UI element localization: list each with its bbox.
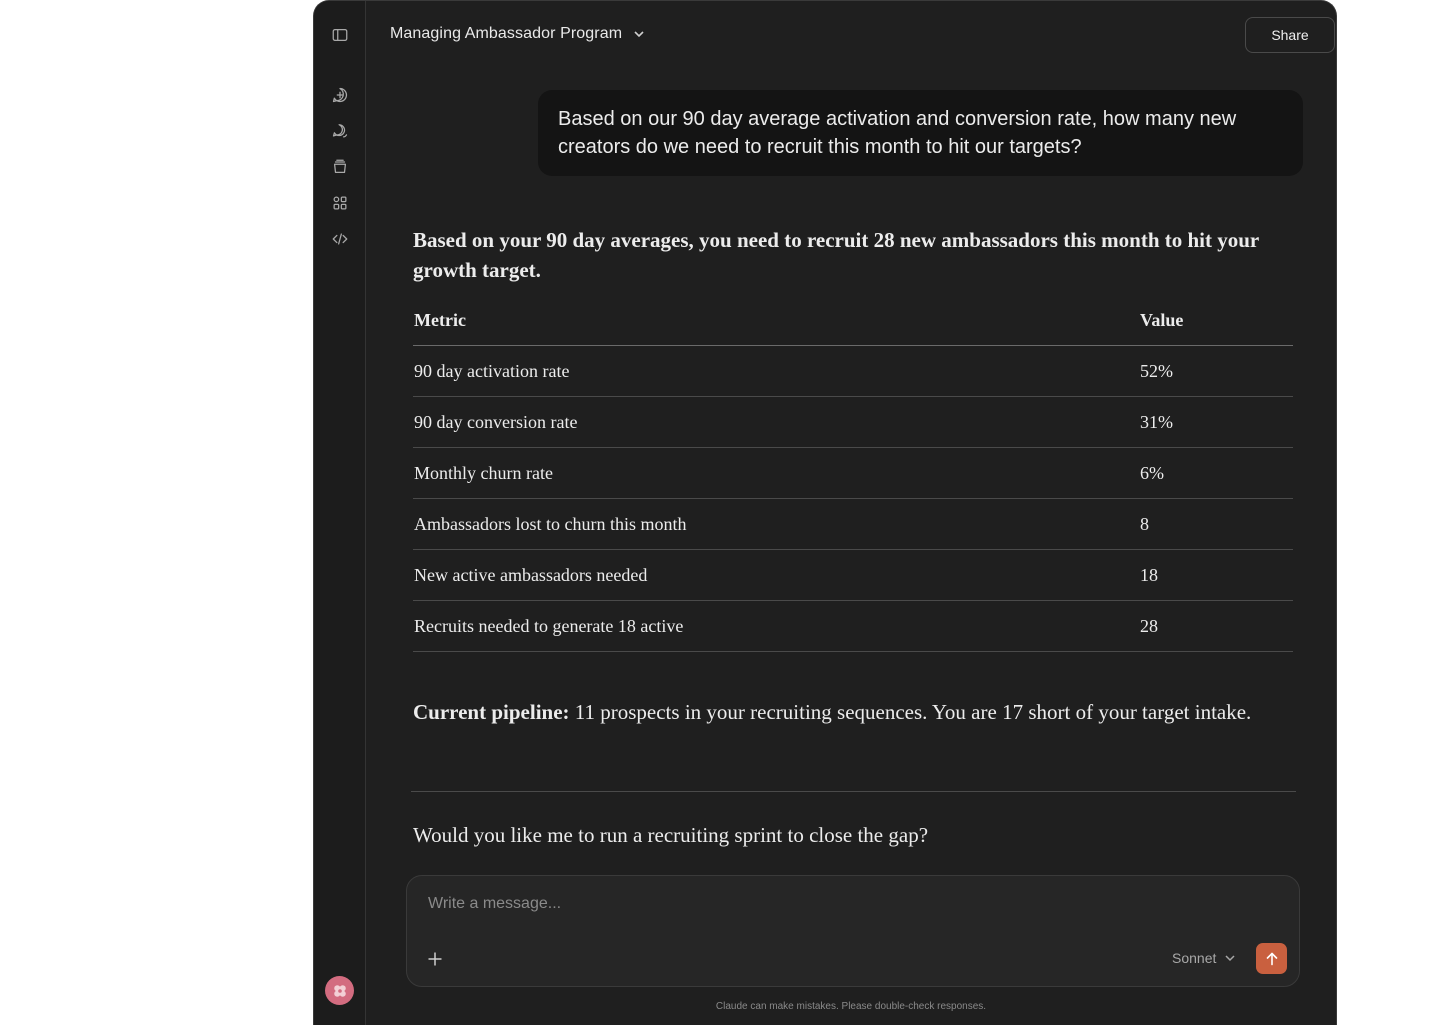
table-row — [413, 499, 1293, 550]
send-button[interactable] — [1256, 943, 1287, 974]
code-icon[interactable] — [330, 229, 350, 249]
metric-cell: Monthly churn rate — [413, 448, 1139, 499]
disclaimer-text: Claude can make mistakes. Please double-check responses. — [715, 1001, 987, 1012]
metric-cell: 90 day activation rate — [413, 346, 1139, 397]
table-row — [413, 397, 1293, 448]
metric-cell: New active ambassadors needed — [413, 550, 1139, 601]
table-header-row — [413, 310, 1293, 346]
value-cell: 28 — [1139, 601, 1293, 652]
plus-icon — [425, 949, 445, 969]
message-input[interactable] — [426, 892, 1030, 916]
column-header-metric: Metric — [413, 310, 1139, 346]
app-window — [313, 0, 1337, 1025]
projects-icon[interactable] — [330, 157, 350, 177]
metric-cell: Recruits needed to generate 18 active — [413, 601, 1139, 652]
pipeline-text: 11 prospects in your recruiting sequences. You are 17 short of your target intake. — [569, 700, 1252, 724]
conversation-title-dropdown[interactable] — [390, 25, 646, 43]
assistant-headline: Based on your 90 day averages, you need to recruit 28 new ambassadors this month to hit your growth target. — [413, 228, 1259, 282]
model-name: Sonnet — [1172, 950, 1217, 966]
value-cell: 8 — [1139, 499, 1293, 550]
add-attachment-button[interactable] — [425, 949, 445, 969]
message-composer — [406, 875, 1300, 987]
metric-cell: Ambassadors lost to churn this month — [413, 499, 1139, 550]
sidebar-toggle-icon[interactable] — [330, 25, 350, 45]
model-selector[interactable] — [1172, 950, 1236, 966]
arrow-up-icon — [1264, 951, 1280, 967]
artifacts-icon[interactable] — [330, 193, 350, 213]
assistant-message — [413, 225, 1293, 727]
divider — [411, 791, 1296, 792]
avatar[interactable] — [325, 976, 354, 1005]
metric-cell: 90 day conversion rate — [413, 397, 1139, 448]
pipeline-label: Current pipeline: — [413, 700, 570, 724]
metrics-table — [413, 310, 1293, 652]
column-header-value: Value — [1139, 310, 1293, 346]
chats-icon[interactable] — [330, 121, 350, 141]
top-bar — [366, 1, 1336, 69]
user-message: Based on our 90 day average activation and conversion rate, how many new creators do we need to recruit this month to hit our targets? — [538, 90, 1303, 176]
share-button[interactable]: Share — [1245, 17, 1335, 53]
avatar-flower-icon — [331, 982, 349, 1000]
table-row — [413, 346, 1293, 397]
pipeline-summary — [413, 697, 1293, 727]
conversation-title: Managing Ambassador Program — [390, 25, 623, 42]
table-row — [413, 601, 1293, 652]
follow-up-question: Would you like me to run a recruiting sprint to close the gap? — [413, 823, 929, 847]
value-cell: 52% — [1139, 346, 1293, 397]
new-chat-icon[interactable] — [330, 85, 350, 105]
table-row — [413, 550, 1293, 601]
table-row — [413, 448, 1293, 499]
sidebar — [314, 1, 366, 1025]
value-cell: 18 — [1139, 550, 1293, 601]
chevron-down-icon — [632, 27, 646, 41]
chevron-down-icon — [1224, 952, 1236, 964]
value-cell: 6% — [1139, 448, 1293, 499]
value-cell: 31% — [1139, 397, 1293, 448]
